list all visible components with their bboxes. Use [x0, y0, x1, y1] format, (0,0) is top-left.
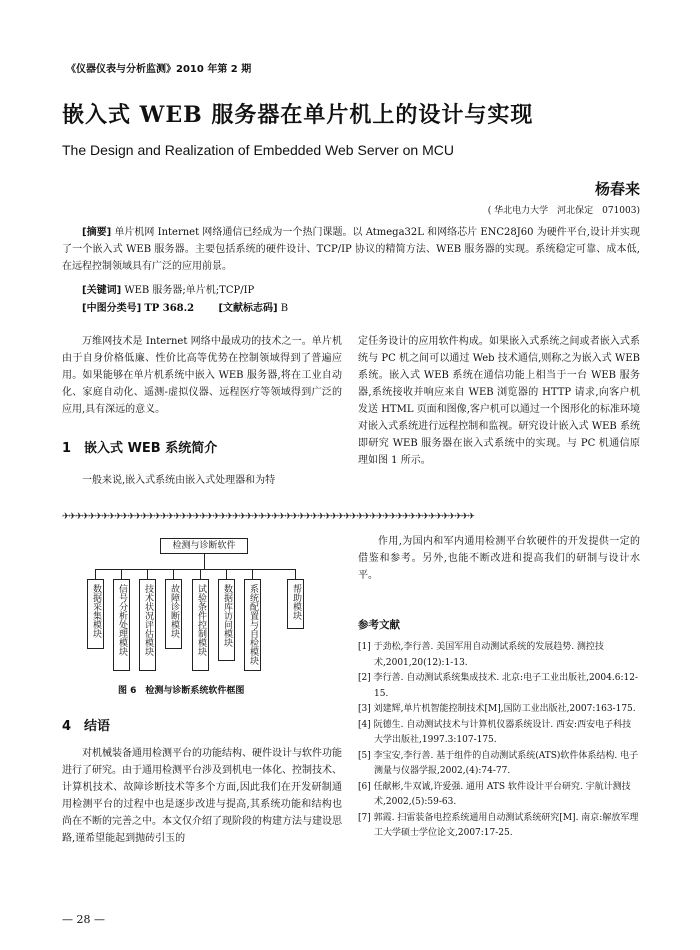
- connector-drop-8: [295, 569, 296, 579]
- module-fault-diagnosis: 故障诊断模块: [165, 579, 182, 649]
- journal-header: 《仪器仪表与分析监测》2010 年第 2 期: [66, 64, 252, 75]
- connector-drop-6: [226, 569, 227, 579]
- keywords-line: [82, 281, 254, 296]
- software-top-box: 检测与诊断软件: [160, 538, 248, 554]
- reference-item: [5] 李宝安,李行善. 基于组件的自动测试系统(ATS)软件体系结构. 电子测量与仪器学报,2002,(4):74-77.: [358, 750, 639, 776]
- connector-horizontal: [95, 569, 295, 570]
- abstract-text: 单片机网 Internet 网络通信已经成为一个热门课题。以 Atmega32L 和网络芯片 ENC28J60 为硬件平台,设计并实现了一个嵌入式 WEB 服务器。主要包括系统的硬件设计、TCP/IP 协议的精简方法、WEB 服务器的实现。系统稳定可靠、成本低,在远程控制领域具有广泛的应用前景。: [62, 227, 641, 272]
- conclusion-paragraph: 对机械装备通用检测平台的功能结构、硬件设计与软件功能进行了研究。由于通用检测平台涉及到机电一体化、控制技术、计算机技术、故障诊断技术等多个方面,因此我们在开发研制通用检测平台的过程中也是逐步改进与提高,其系统功能和结构也尚在不断的完善之中。本文仅介绍了现阶段的构建方法与建设思路,谨希望能起到抛砖引玉的: [62, 748, 342, 844]
- title-english: The Design and Realization of Embedded Web Server on MCU: [62, 142, 454, 158]
- connector-drop-7: [252, 569, 253, 579]
- keywords-label: [关键词]: [82, 285, 122, 296]
- connector-drop-2: [121, 569, 122, 579]
- reference-item: [3] 刘建辉,单片机智能控制技术[M],国防工业出版社,2007:163-175.: [358, 704, 636, 714]
- references-list: [358, 640, 640, 842]
- figure-caption: 图 6 检测与诊断系统软件框图: [118, 686, 245, 696]
- reference-item: [7] 郭霞. 扫雷装备电控系统通用自动测试系统研究[M]. 南京:解放军理工大学硕士学位论文,2007:17-25.: [358, 812, 639, 838]
- clc-code: TP 368.2: [144, 303, 195, 314]
- keywords-text: WEB 服务器;单片机;TCP/IP: [124, 285, 255, 296]
- title-chinese: 嵌入式 WEB 服务器在单片机上的设计与实现: [62, 102, 534, 128]
- page-number: — 28 —: [62, 913, 105, 926]
- connector-drop-5: [200, 569, 201, 579]
- section-divider: ✈✈✈✈✈✈✈✈✈✈✈✈✈✈✈✈✈✈✈✈✈✈✈✈✈✈✈✈✈✈✈✈✈✈✈✈✈✈✈✈✈✈✈✈✈✈✈✈✈✈✈✈✈✈✈✈✈✈✈✈✈✈✈: [62, 512, 475, 522]
- module-help: 帮助模块: [287, 579, 304, 629]
- reference-item: [6] 任献彬,牛双诚,许爱强. 通用 ATS 软件设计平台研究. 宇航计测技术,2002,(5):59-63.: [358, 781, 631, 807]
- figure-6-diagram: [85, 535, 330, 675]
- module-signal-analysis: 信号分析处理模块: [113, 579, 130, 671]
- reference-item: [2] 李行善. 自动测试系统集成技术. 北京:电子工业出版社,2004.6:12-15.: [358, 673, 638, 699]
- reference-item: [1] 于劲松,李行善. 美国军用自动测试系统的发展趋势. 测控技术,2001,20(12):1-13.: [358, 642, 604, 668]
- connector-drop-3: [147, 569, 148, 579]
- references-heading: 参考文献: [358, 619, 400, 631]
- section-4-heading: 4 结语: [62, 719, 111, 734]
- classification-line: [82, 299, 288, 314]
- author-affiliation: ( 华北电力大学 河北保定 071003): [487, 206, 640, 216]
- doc-code: B: [280, 303, 289, 314]
- module-data-acquisition: 数据采集模块: [87, 579, 104, 649]
- abstract-label: [摘要]: [82, 227, 112, 238]
- section-1-paragraph: 一般来说,嵌入式系统由嵌入式处理器和为特: [82, 475, 276, 486]
- module-database-access: 数据库访问模块: [218, 579, 235, 661]
- connector-vertical: [204, 554, 205, 569]
- module-test-control: 试验条件控制模块: [192, 579, 209, 671]
- module-system-config: 系统配置与自检模块: [244, 579, 261, 671]
- right-column-paragraph: 定任务设计的应用软件构成。如果嵌入式系统之间或者嵌入式系统与 PC 机之间可以通过 Web 技术通信,则称之为嵌入式 WEB 系统。嵌入式 WEB 系统在通信功能上相当于一台 WEB 服务器,系统接收并响应来自 WEB 浏览器的 HTTP 请求,向客户机发送 HTML 页面和图像,客户机可以通过一个图形化的标准环境对嵌入式系统进行远程控制和监视。研究设计嵌入式 WEB 系统即研究 WEB 服务器在嵌入式系统中的实现。与 PC 机通信原理如图 1 所示。: [358, 336, 640, 466]
- connector-drop-1: [95, 569, 96, 579]
- author-name: 杨春来: [594, 180, 640, 198]
- abstract: [62, 224, 640, 275]
- connector-drop-4: [173, 569, 174, 579]
- module-status-evaluation: 技术状况评估模块: [139, 579, 156, 671]
- section-1-heading: 1 嵌入式 WEB 系统简介: [62, 441, 218, 456]
- doc-code-label: [文献标志码]: [218, 303, 278, 314]
- intro-paragraph: 万维网技术是 Internet 网络中最成功的技术之一。单片机由于自身价格低廉、性价比高等优势在控制领域得到了普遍应用。如果能够在单片机系统中嵌入 WEB 服务器,将在工业自动化、家庭自动化、遥测-虚拟仪器、远程医疗等领域得到广泛的应用,具有深远的意义。: [62, 336, 342, 415]
- clc-label: [中图分类号]: [82, 303, 142, 314]
- reference-item: [4] 阮德生. 自动测试技术与计算机仪器系统设计. 西安:西安电子科技大学出版社,1997.3:107-175.: [358, 719, 632, 745]
- right-conclusion-paragraph: 作用,为国内和军内通用检测平台软硬件的开发提供一定的借鉴和参考。另外,也能不断改进和提高我们的研制与设计水平。: [358, 536, 640, 581]
